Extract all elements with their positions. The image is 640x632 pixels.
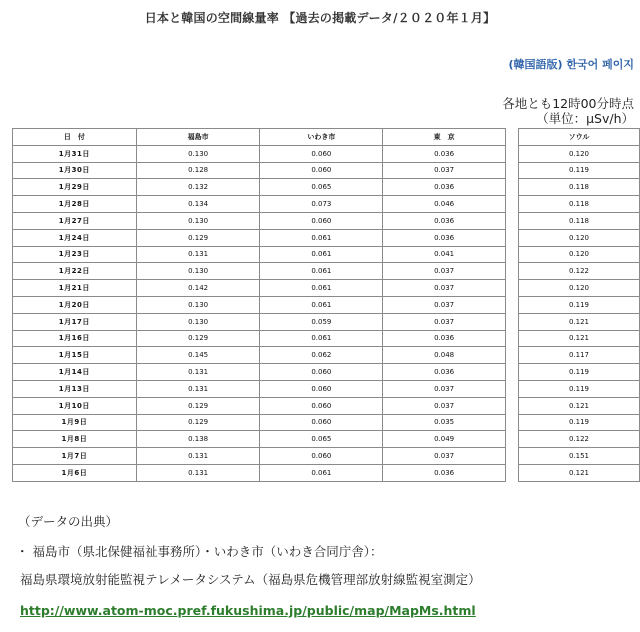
iwaki-cell: 0.061 [260, 330, 383, 347]
date-cell: 1月16日 [13, 330, 137, 347]
seoul-cell: 0.118 [519, 179, 640, 196]
tokyo-cell: 0.036 [383, 145, 506, 162]
date-cell: 1月17日 [13, 313, 137, 330]
seoul-cell: 0.119 [519, 414, 640, 431]
date-cell: 1月14日 [13, 364, 137, 381]
table-row [13, 280, 506, 297]
tokyo-cell: 0.037 [383, 162, 506, 179]
table-row [13, 162, 506, 179]
seoul-cell: 0.117 [519, 347, 640, 364]
table-row [519, 196, 640, 213]
fukushima-cell: 0.131 [136, 380, 260, 397]
header-tokyo: 東 京 [383, 129, 506, 146]
seoul-cell: 0.121 [519, 330, 640, 347]
date-cell: 1月29日 [13, 179, 137, 196]
fukushima-cell: 0.129 [136, 397, 260, 414]
tokyo-cell: 0.037 [383, 397, 506, 414]
iwaki-cell: 0.060 [260, 145, 383, 162]
table-row [13, 431, 506, 448]
table-row [519, 347, 640, 364]
japan-dose-table [12, 128, 506, 482]
seoul-cell: 0.119 [519, 162, 640, 179]
table-row [519, 212, 640, 229]
iwaki-cell: 0.060 [260, 212, 383, 229]
table-row [13, 196, 506, 213]
table-row [519, 246, 640, 263]
fukushima-cell: 0.142 [136, 280, 260, 297]
iwaki-cell: 0.060 [260, 448, 383, 465]
tokyo-cell: 0.037 [383, 263, 506, 280]
table-row [13, 179, 506, 196]
fukushima-cell: 0.129 [136, 229, 260, 246]
table-row [519, 364, 640, 381]
table-row [13, 414, 506, 431]
fukushima-cell: 0.130 [136, 263, 260, 280]
tokyo-cell: 0.037 [383, 313, 506, 330]
korean-link-label-jp: (韓国語版) [508, 58, 563, 71]
fukushima-cell: 0.130 [136, 145, 260, 162]
date-cell: 1月22日 [13, 263, 137, 280]
table-row [13, 145, 506, 162]
tokyo-cell: 0.041 [383, 246, 506, 263]
iwaki-cell: 0.060 [260, 397, 383, 414]
seoul-cell: 0.118 [519, 212, 640, 229]
date-cell: 1月23日 [13, 246, 137, 263]
table-row [13, 330, 506, 347]
iwaki-cell: 0.060 [260, 162, 383, 179]
table-row [519, 330, 640, 347]
tokyo-cell: 0.037 [383, 296, 506, 313]
seoul-cell: 0.122 [519, 263, 640, 280]
table-row [519, 162, 640, 179]
tokyo-cell: 0.036 [383, 179, 506, 196]
fukushima-cell: 0.134 [136, 196, 260, 213]
table-header-row [13, 129, 506, 146]
table-row [519, 431, 640, 448]
table-row [519, 313, 640, 330]
tokyo-cell: 0.036 [383, 229, 506, 246]
iwaki-cell: 0.060 [260, 414, 383, 431]
seoul-cell: 0.151 [519, 448, 640, 465]
table-row [519, 397, 640, 414]
time-note: 各地とも12時00分時点 [502, 96, 634, 111]
page-title: 日本と韓国の空間線量率 【過去の掲載データ/２０２０年１月】 [144, 11, 496, 25]
iwaki-cell: 0.061 [260, 229, 383, 246]
fukushima-cell: 0.130 [136, 313, 260, 330]
seoul-cell: 0.120 [519, 229, 640, 246]
tokyo-cell: 0.048 [383, 347, 506, 364]
seoul-dose-table [518, 128, 640, 482]
fukushima-cell: 0.131 [136, 364, 260, 381]
korean-link-label-kr: 한국어 페이지 [566, 58, 634, 71]
fukushima-cell: 0.130 [136, 212, 260, 229]
date-cell: 1月7日 [13, 448, 137, 465]
fukushima-cell: 0.132 [136, 179, 260, 196]
tokyo-cell: 0.036 [383, 330, 506, 347]
seoul-cell: 0.122 [519, 431, 640, 448]
tokyo-cell: 0.036 [383, 464, 506, 481]
date-cell: 1月8日 [13, 431, 137, 448]
iwaki-cell: 0.061 [260, 263, 383, 280]
fukushima-cell: 0.128 [136, 162, 260, 179]
iwaki-cell: 0.060 [260, 380, 383, 397]
table-row [13, 229, 506, 246]
fukushima-cell: 0.131 [136, 464, 260, 481]
source-heading: （データの出典） [18, 514, 119, 529]
table-row [13, 347, 506, 364]
table-row [13, 296, 506, 313]
table-row [519, 296, 640, 313]
iwaki-cell: 0.065 [260, 179, 383, 196]
seoul-cell: 0.118 [519, 196, 640, 213]
table-row [13, 263, 506, 280]
fukushima-cell: 0.138 [136, 431, 260, 448]
iwaki-cell: 0.061 [260, 464, 383, 481]
date-cell: 1月21日 [13, 280, 137, 297]
table-row [13, 397, 506, 414]
fukushima-cell: 0.145 [136, 347, 260, 364]
table-row [519, 448, 640, 465]
iwaki-cell: 0.073 [260, 196, 383, 213]
seoul-cell: 0.119 [519, 364, 640, 381]
seoul-cell: 0.120 [519, 246, 640, 263]
iwaki-cell: 0.060 [260, 364, 383, 381]
iwaki-cell: 0.059 [260, 313, 383, 330]
fukushima-cell: 0.131 [136, 448, 260, 465]
header-date: 日 付 [13, 129, 137, 146]
measurement-note [502, 96, 634, 126]
tokyo-cell: 0.037 [383, 280, 506, 297]
fukushima-cell: 0.129 [136, 414, 260, 431]
table-row [519, 380, 640, 397]
table-row [519, 229, 640, 246]
date-cell: 1月9日 [13, 414, 137, 431]
seoul-cell: 0.119 [519, 296, 640, 313]
seoul-cell: 0.121 [519, 464, 640, 481]
seoul-cell: 0.120 [519, 280, 640, 297]
seoul-cell: 0.119 [519, 380, 640, 397]
table-row [519, 145, 640, 162]
date-cell: 1月24日 [13, 229, 137, 246]
tokyo-cell: 0.046 [383, 196, 506, 213]
iwaki-cell: 0.061 [260, 280, 383, 297]
table-header-row [519, 129, 640, 146]
table-row [519, 414, 640, 431]
header-iwaki: いわき市 [260, 129, 383, 146]
date-cell: 1月13日 [13, 380, 137, 397]
table-row [519, 179, 640, 196]
seoul-cell: 0.121 [519, 313, 640, 330]
iwaki-cell: 0.061 [260, 296, 383, 313]
table-row [13, 464, 506, 481]
table-row [13, 212, 506, 229]
table-row [13, 364, 506, 381]
fukushima-cell: 0.131 [136, 246, 260, 263]
table-row [519, 263, 640, 280]
korean-page-link[interactable] [509, 56, 635, 72]
seoul-cell: 0.121 [519, 397, 640, 414]
tokyo-cell: 0.037 [383, 380, 506, 397]
table-row [519, 280, 640, 297]
tokyo-cell: 0.036 [383, 364, 506, 381]
header-fukushima: 福島市 [136, 129, 260, 146]
iwaki-cell: 0.065 [260, 431, 383, 448]
source-line-2: 福島県環境放射能監視テレメータシステム（福島県危機管理部放射線監視室測定） [20, 572, 481, 587]
source-link[interactable]: http://www.atom-moc.pref.fukushima.jp/public/map/MapMs.html [20, 603, 476, 618]
iwaki-cell: 0.062 [260, 347, 383, 364]
fukushima-cell: 0.129 [136, 330, 260, 347]
table-row [13, 313, 506, 330]
fukushima-cell: 0.130 [136, 296, 260, 313]
iwaki-cell: 0.061 [260, 246, 383, 263]
table-row [13, 448, 506, 465]
date-cell: 1月20日 [13, 296, 137, 313]
header-seoul: ソウル [519, 129, 640, 146]
source-line-1: ・ 福島市（県北保健福祉事務所）・いわき市（いわき合同庁舎）： [16, 544, 383, 559]
unit-note: （単位：μSv/h） [536, 111, 634, 126]
tokyo-cell: 0.037 [383, 448, 506, 465]
date-cell: 1月28日 [13, 196, 137, 213]
tokyo-cell: 0.036 [383, 212, 506, 229]
seoul-cell: 0.120 [519, 145, 640, 162]
date-cell: 1月15日 [13, 347, 137, 364]
table-row [13, 380, 506, 397]
date-cell: 1月30日 [13, 162, 137, 179]
tokyo-cell: 0.035 [383, 414, 506, 431]
date-cell: 1月6日 [13, 464, 137, 481]
date-cell: 1月27日 [13, 212, 137, 229]
table-row [519, 464, 640, 481]
tokyo-cell: 0.049 [383, 431, 506, 448]
date-cell: 1月10日 [13, 397, 137, 414]
date-cell: 1月31日 [13, 145, 137, 162]
table-row [13, 246, 506, 263]
